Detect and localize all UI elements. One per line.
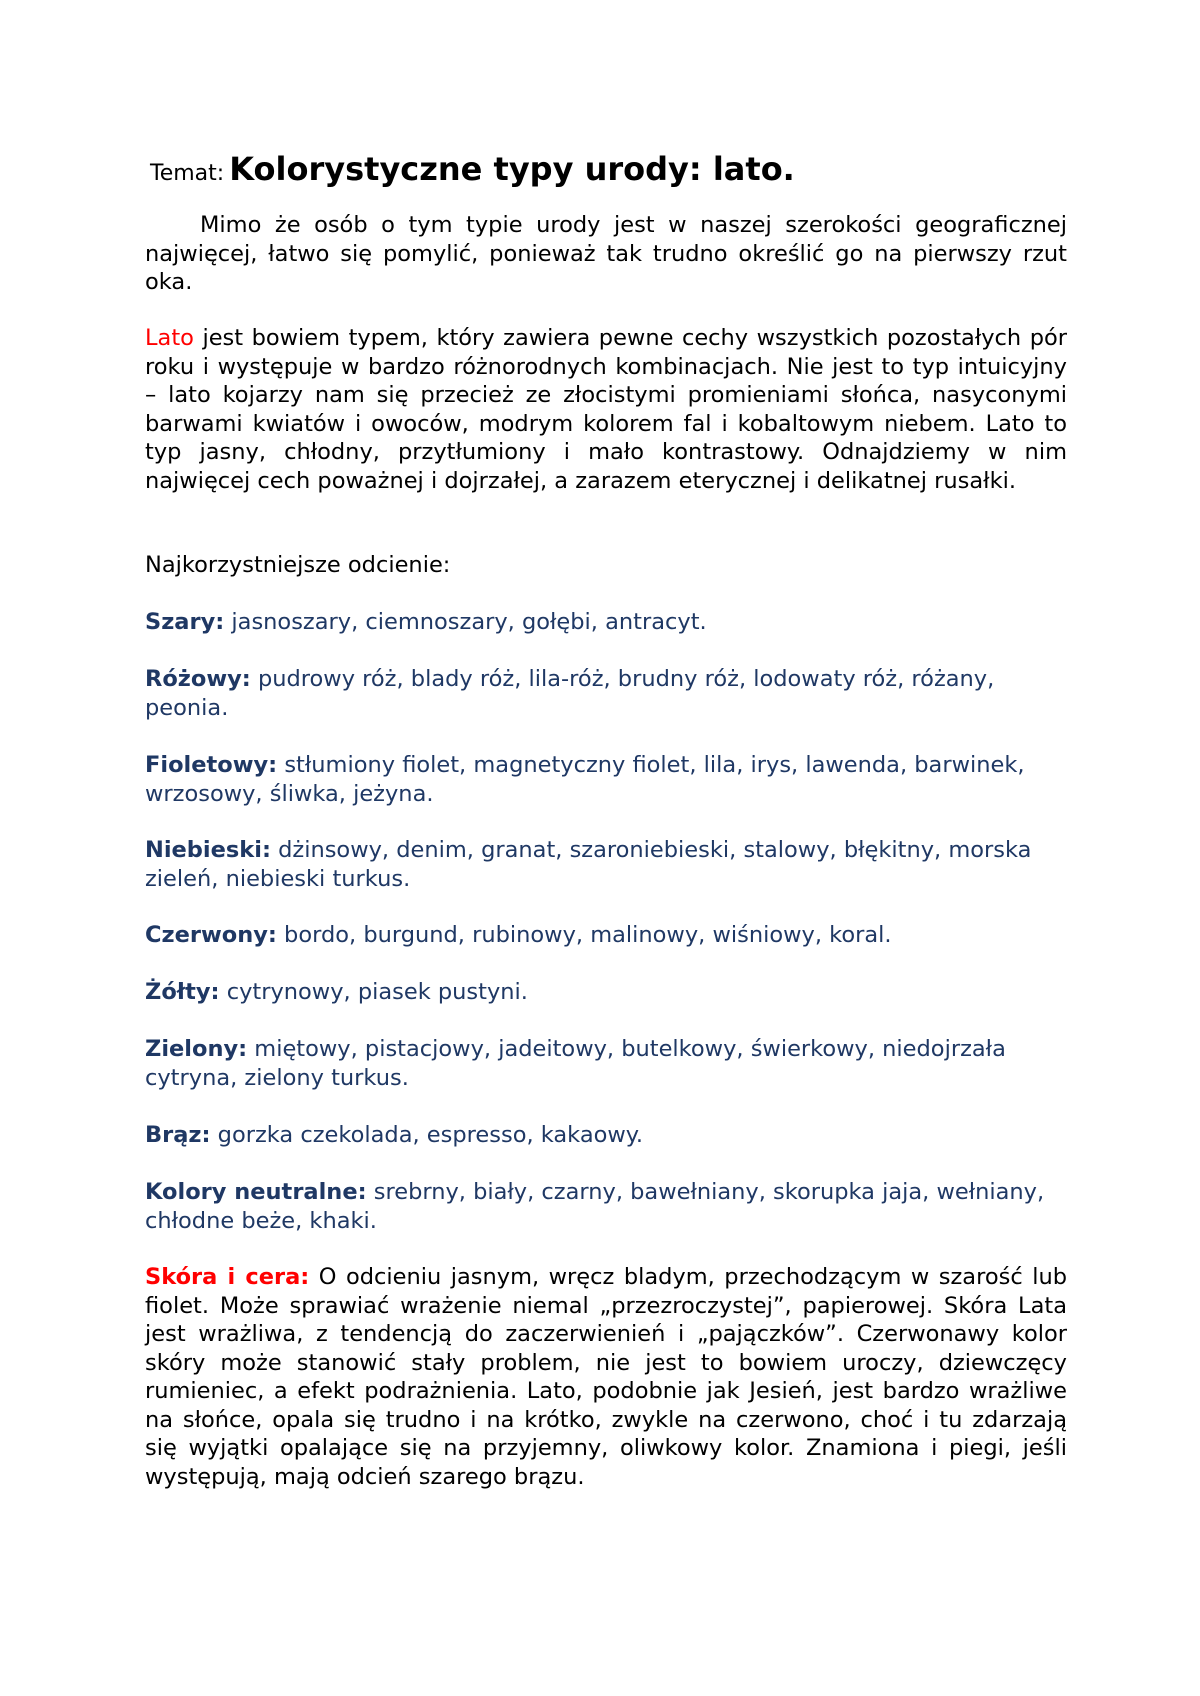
shade-item: [145, 1121, 1067, 1150]
shades-heading: Najkorzystniejsze odcienie:: [145, 552, 451, 578]
shade-item: [145, 978, 1067, 1007]
title-main: Kolorystyczne typy urody: lato.: [229, 150, 795, 188]
shade-label: Różowy:: [145, 666, 251, 692]
shade-values: pudrowy róż, blady róż, lila-róż, brudny róż, lodowaty róż, różany, peonia.: [145, 666, 995, 721]
shade-item: [145, 1035, 1067, 1092]
shade-label: Szary:: [145, 609, 225, 635]
intro-paragraph: Mimo że osób o tym typie urody jest w naszej szerokości geograficznej najwięcej, łatwo się pomylić, ponieważ tak trudno określić go na pierwszy rzut oka.: [145, 212, 1067, 295]
shade-values: miętowy, pistacjowy, jadeitowy, butelkowy, świerkowy, niedojrzała cytryna, zielony turkus.: [145, 1036, 1006, 1091]
shade-values: srebrny, biały, czarny, bawełniany, skorupka jaja, wełniany, chłodne beże, khaki.: [145, 1179, 1045, 1234]
shade-label: Żółty:: [145, 979, 220, 1005]
shade-values: cytrynowy, piasek pustyni.: [219, 979, 528, 1005]
description-text: jest bowiem typem, który zawiera pewne cechy wszystkich pozostałych pór roku i występuje w bardzo różnorodnych kombinacjach. Nie jest to typ intuicyjny – lato kojarzy nam się przecież ze złocistymi promieniami słońca, nasyconymi barwami kwiatów i owoców, modrym kolorem fal i kobaltowym niebem. Lato to typ jasny, chłodny, przytłumiony i mało kontrastowy. Odnajdziemy w nim najwięcej cech poważnej i dojrzałej, a zarazem eterycznej i delikatnej rusałki.: [145, 325, 1067, 494]
shade-label: Niebieski:: [145, 837, 271, 863]
shade-item: [145, 836, 1067, 893]
shade-item: [145, 751, 1067, 808]
skin-text: O odcieniu jasnym, wręcz bladym, przechodzącym w szarość lub fiolet. Może sprawiać wrażenie niemal „przezroczystej”, papierowej. Skóra Lata jest wrażliwa, z tendencją do zaczerwienień i „pajączków”. Czerwonawy kolor skóry może stanowić stały problem, nie jest to bowiem uroczy, dziewczęcy rumieniec, a efekt podrażnienia. Lato, podobnie jak Jesień, jest bardzo wrażliwe na słońce, opala się trudno i na krótko, zwykle na czerwono, choć i tu zdarzają się wyjątki opalające się na przyjemny, oliwkowy kolor. Znamiona i piegi, jeśli występują, mają odcień szarego brązu.: [145, 1264, 1067, 1490]
shade-values: dżinsowy, denim, granat, szaroniebieski, stalowy, błękitny, morska zieleń, niebieski turkus.: [145, 837, 1032, 892]
description-paragraph: [145, 324, 1067, 495]
skin-paragraph: [145, 1263, 1067, 1491]
description-highlight: Lato: [145, 325, 194, 351]
shade-item: [145, 921, 1067, 950]
shade-label: Kolory neutralne:: [145, 1179, 367, 1205]
shade-item: [145, 1178, 1067, 1235]
shade-label: Brąz:: [145, 1122, 211, 1148]
shade-values: bordo, burgund, rubinowy, malinowy, wiśniowy, koral.: [276, 922, 892, 948]
shade-values: gorzka czekolada, espresso, kakaowy.: [210, 1122, 644, 1148]
shade-label: Zielony:: [145, 1036, 248, 1062]
shade-values: stłumiony fiolet, magnetyczny fiolet, lila, irys, lawenda, barwinek, wrzosowy, śliwka, jeżyna.: [145, 752, 1025, 807]
shade-values: jasnoszary, ciemnoszary, gołębi, antracyt.: [224, 609, 707, 635]
shade-label: Fioletowy:: [145, 752, 278, 778]
shade-item: [145, 665, 1067, 722]
shade-label: Czerwony:: [145, 922, 277, 948]
title-prefix: Temat:: [150, 161, 225, 186]
skin-label: Skóra i cera:: [145, 1264, 310, 1290]
document-title: [150, 150, 795, 188]
shade-item: [145, 608, 1067, 637]
